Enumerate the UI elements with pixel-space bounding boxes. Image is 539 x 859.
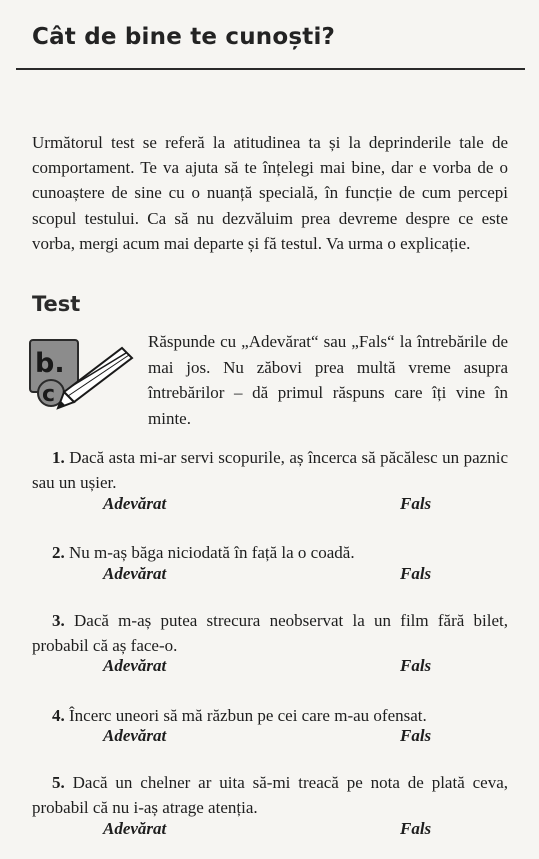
section-heading: Test (32, 292, 81, 316)
q3-true-option[interactable]: Adevărat (103, 656, 167, 675)
question-4-number: 4. (52, 706, 65, 725)
question-5-number: 5. (52, 773, 65, 792)
icon-letter-b: b. (35, 348, 65, 379)
question-2 (32, 540, 508, 565)
icon-letter-c: c (42, 382, 56, 407)
q5-false-option[interactable]: Fals (400, 819, 432, 838)
q4-true-option[interactable]: Adevărat (103, 726, 167, 745)
pencil-test-icon (28, 338, 138, 410)
instructions-text: Răspunde cu „Adevărat“ sau „Fals“ la întrebările de mai jos. Nu zăbovi prea multă vreme asupra întrebărilor – dă primul răspuns care îți vine în minte. (148, 332, 508, 428)
q1-true-option[interactable]: Adevărat (103, 494, 167, 513)
q2-false-option[interactable]: Fals (400, 564, 432, 583)
q2-true-option[interactable]: Adevărat (103, 564, 167, 583)
question-4-text: Încerc uneori să mă răzbun pe cei care m-au ofensat. (69, 706, 427, 725)
q4-false-option[interactable]: Fals (400, 726, 432, 745)
title-underline (16, 68, 525, 70)
q5-true-option[interactable]: Adevărat (103, 819, 167, 838)
question-1 (32, 445, 508, 495)
question-4 (32, 703, 508, 728)
question-5 (32, 770, 508, 820)
q3-false-option[interactable]: Fals (400, 656, 432, 675)
question-2-number: 2. (52, 543, 65, 562)
q1-false-option[interactable]: Fals (400, 494, 432, 513)
question-1-number: 1. (52, 448, 65, 467)
question-3 (32, 608, 508, 658)
question-1-text: Dacă asta mi-ar servi scopurile, aș încerca să păcălesc un paznic sau un ușier. (32, 448, 508, 492)
question-2-text: Nu m-aș băga niciodată în față la o coadă. (69, 543, 355, 562)
intro-paragraph: Următorul test se referă la atitudinea ta și la deprinderile tale de comportament. Te va ajuta să te înțelegi mai bine, dar e vorba de o cunoaștere de sine cu o nuanță specială, în funcție de cum percepi scopul testului. Ca să nu dezvăluim prea devreme despre ce este vorba, mergi acum mai departe și fă testul. Va urma o explicație. (32, 133, 508, 253)
page-title: Cât de bine te cunoști? (32, 24, 336, 50)
question-3-number: 3. (52, 611, 65, 630)
question-5-text: Dacă un chelner ar uita să-mi treacă pe nota de plată ceva, probabil că nu i-aș atrage atenția. (32, 773, 508, 817)
question-3-text: Dacă m-aș putea strecura neobservat la un film fără bilet, probabil că aș face-o. (32, 611, 509, 655)
